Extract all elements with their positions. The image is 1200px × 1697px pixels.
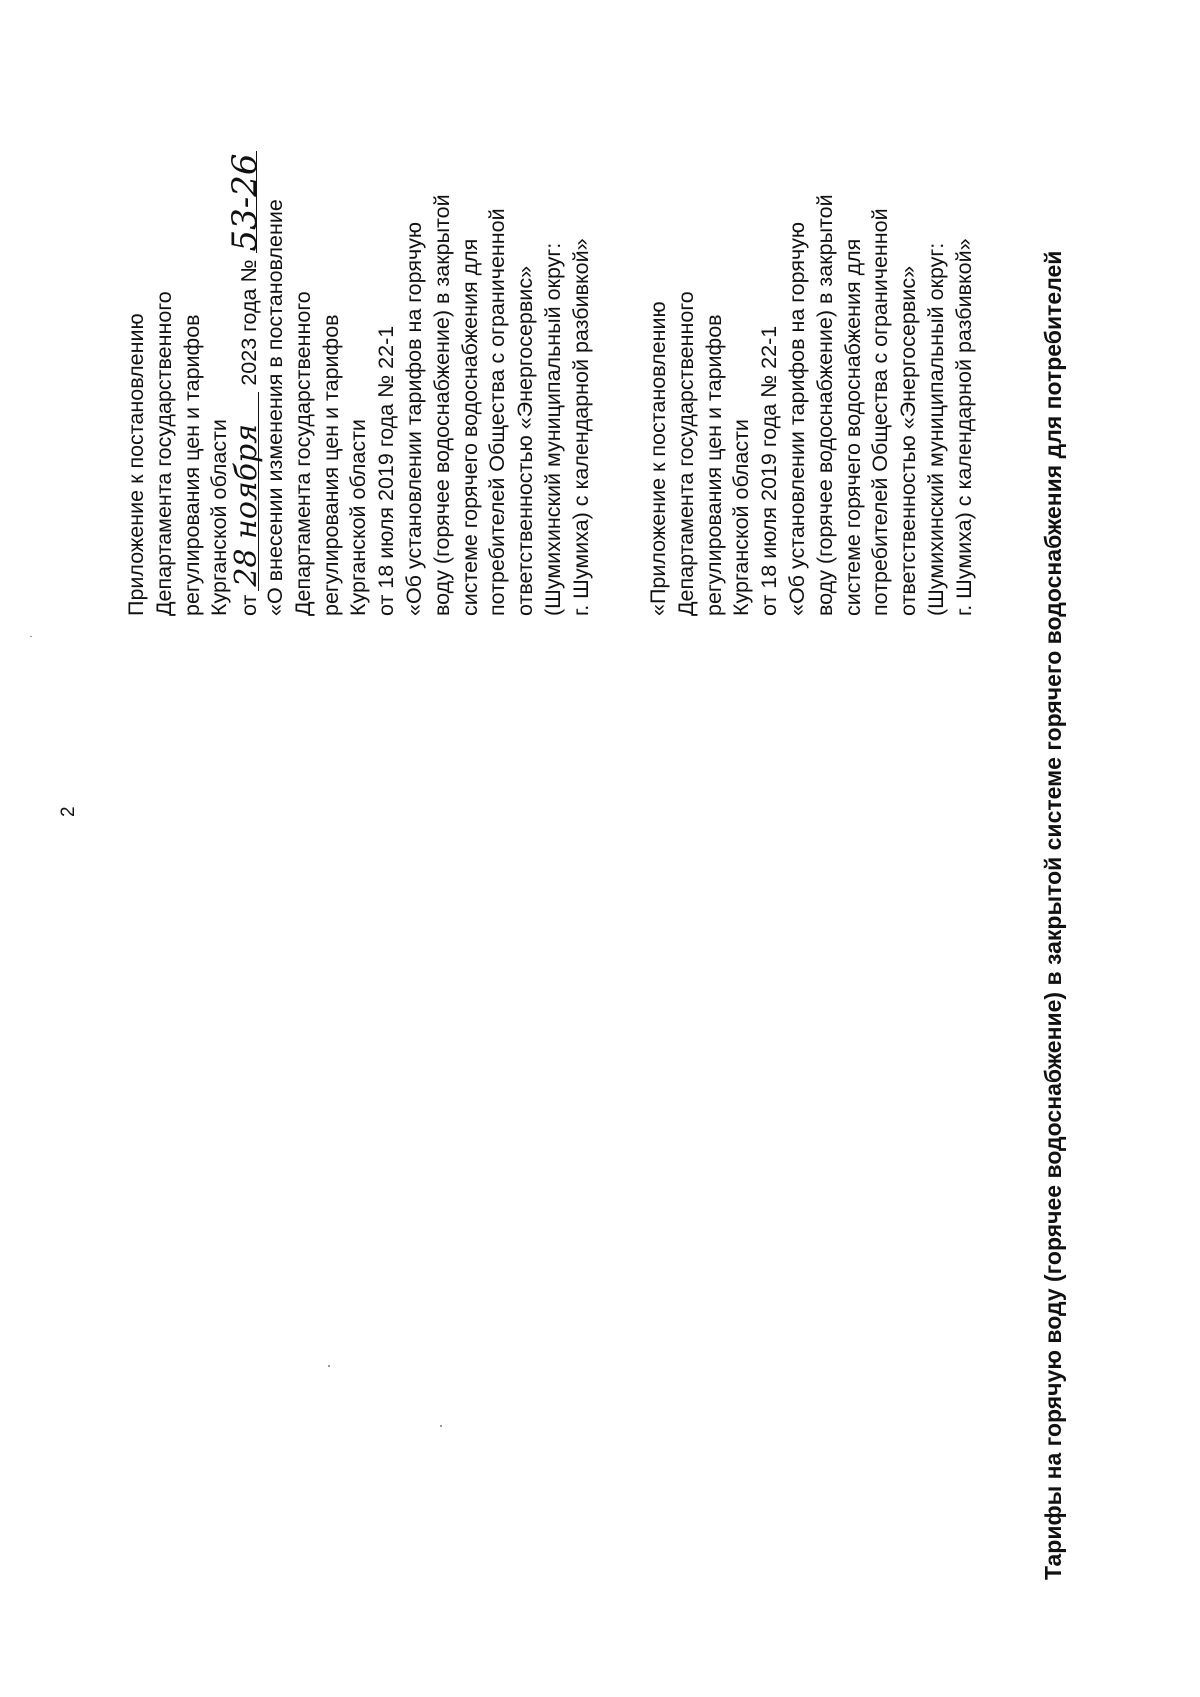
amend-line: «О внесении изменения в постановление [262, 199, 287, 616]
appendix-line: от 18 июля 2019 года № 22-1 [757, 325, 782, 616]
amend-line: (Шумихинский муниципальный округ: [540, 242, 565, 616]
appendix-line: регулирования цен и тарифов [701, 314, 726, 616]
amend-line: потребителей Общества с ограниченной [485, 208, 510, 616]
amend-line: системе горячего водоснабжения для [457, 238, 482, 616]
scan-speck [30, 636, 32, 637]
handwritten-number: 53-26 [225, 153, 266, 252]
handwritten-date: 28 ноября [236, 392, 259, 591]
page-number: 2 [58, 806, 79, 817]
appendix-line: Курганской области [729, 419, 754, 616]
appendix-line: Приложение к постановлению [124, 313, 148, 616]
amend-line: ответственностью «Энергосервис» [513, 265, 538, 616]
appendix-header-old [645, 194, 979, 616]
appendix-line: Курганской области [207, 419, 232, 616]
scan-speck [440, 1425, 442, 1427]
appendix-line: потребителей Общества с ограниченной [868, 208, 893, 616]
appendix-line: регулирования цен и тарифов [179, 314, 204, 616]
appendix-line: (Шумихинский муниципальный округ: [923, 242, 948, 616]
amend-line: регулирования цен и тарифов [318, 314, 343, 616]
appendix-line: Департамента государственного [673, 291, 698, 616]
scan-speck [328, 1365, 330, 1367]
amend-line: от 18 июля 2019 года № 22-1 [374, 325, 399, 616]
amend-line: воду (горячее водоснабжение) в закрытой [429, 194, 454, 616]
appendix-line: «Об установлении тарифов на горячую [784, 221, 809, 616]
table-title: Тарифы на горячую воду (горячее водоснабжение) в закрытой системе горячего водоснабжения для потребителей [1040, 250, 1066, 1580]
amend-line: Курганской области [346, 419, 371, 616]
amend-line: «Об установлении тарифов на горячую [401, 221, 426, 616]
amend-line: г. Шумиха) с календарной разбивкой» [568, 238, 593, 616]
appendix-line: «Приложение к постановлению [646, 301, 670, 616]
appendix-line: системе горячего водоснабжения для [840, 238, 865, 616]
appendix-line: ответственностью «Энергосервис» [896, 265, 921, 616]
appendix-date-line [225, 151, 266, 616]
amend-line: Департамента государственного [290, 291, 315, 616]
appendix-header-new [123, 151, 596, 616]
appendix-line: г. Шумиха) с календарной разбивкой» [951, 238, 976, 616]
appendix-line: воду (горячее водоснабжение) в закрытой [812, 194, 837, 616]
date-year-text: 2023 года № [237, 259, 262, 386]
appendix-line: Департамента государственного [151, 291, 176, 616]
date-prefix: от [237, 594, 262, 616]
